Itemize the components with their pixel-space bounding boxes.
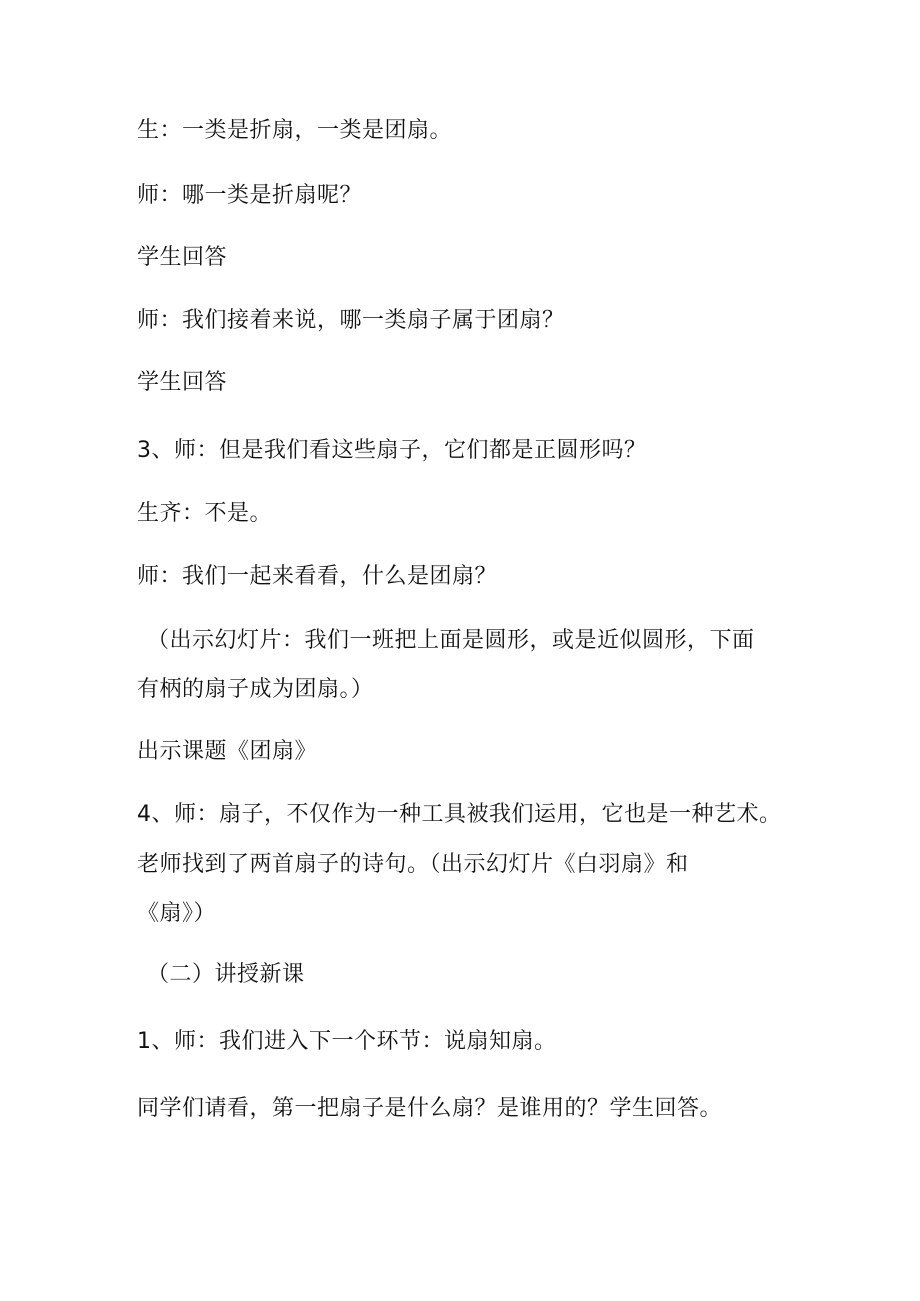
paragraph-line: 学生回答 xyxy=(137,370,228,395)
paragraph-line: （出示幻灯片：我们一班把上面是圆形，或是近似圆形，下面 xyxy=(147,628,755,653)
paragraph-line: 生齐：不是。 xyxy=(137,501,273,526)
paragraph-line: 1、师：我们进入下一个环节：说扇知扇。 xyxy=(137,1029,557,1054)
paragraph-line: 出示课题《团扇》 xyxy=(137,739,318,764)
paragraph-line: 同学们请看，第一把扇子是什么扇？是谁用的？学生回答。 xyxy=(137,1096,723,1121)
paragraph-line: 《扇》） xyxy=(137,901,217,926)
paragraph-line: 师：我们一起来看看，什么是团扇？ xyxy=(137,564,498,589)
paragraph-line: 师：哪一类是折扇呢？ xyxy=(137,183,363,208)
section-heading: （二）讲授新课 xyxy=(147,962,305,987)
paragraph-line: 4、师：扇子，不仅作为一种工具被我们运用，它也是一种艺术。 xyxy=(137,802,782,827)
paragraph-line: 有柄的扇子成为团扇。） xyxy=(137,677,374,702)
paragraph-line: 师：我们接着来说，哪一类扇子属于团扇？ xyxy=(137,308,565,333)
paragraph-line: 老师找到了两首扇子的诗句。（出示幻灯片《白羽扇》和 xyxy=(137,852,689,877)
paragraph-line: 学生回答 xyxy=(137,245,228,270)
paragraph-line: 生：一类是折扇，一类是团扇。 xyxy=(137,118,453,143)
paragraph-line: 3、师：但是我们看这些扇子，它们都是正圆形吗？ xyxy=(137,438,647,463)
